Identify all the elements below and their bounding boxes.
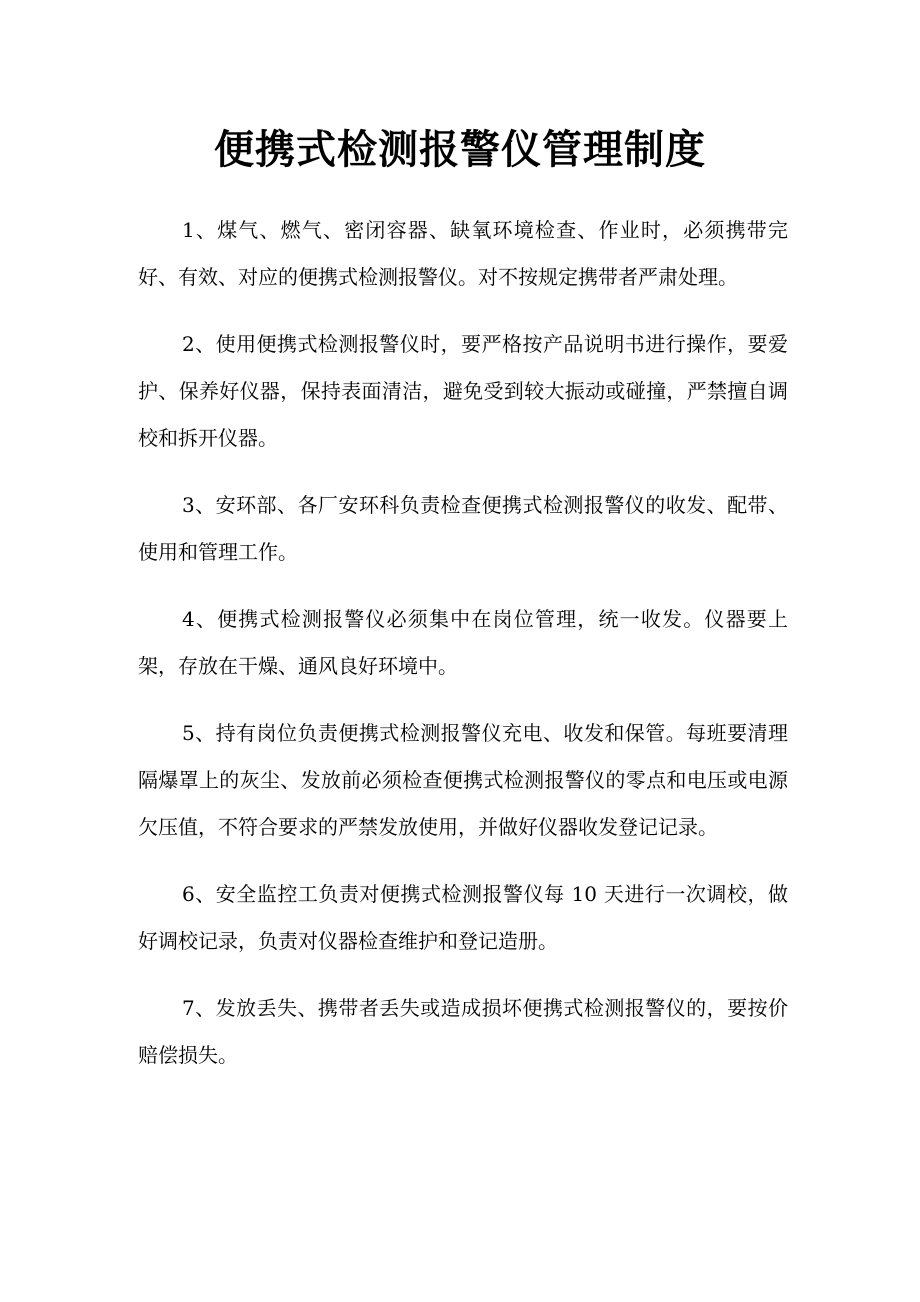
paragraph-1: 1、煤气、燃气、密闭容器、缺氧环境检查、作业时，必须携带完好、有效、对应的便携式检测报警仪。对不按规定携带者严肃处理。 xyxy=(138,218,788,289)
paragraph-6: 6、安全监控工负责对便携式检测报警仪每 10 天进行一次调校，做好调校记录，负责对仪器检查维护和登记造册。 xyxy=(138,882,788,953)
paragraph-4: 4、便携式检测报警仪必须集中在岗位管理，统一收发。仪器要上架，存放在干燥、通风良好环境中。 xyxy=(138,607,788,678)
document-title: 便携式检测报警仪管理制度 xyxy=(214,126,706,173)
paragraph-3: 3、安环部、各厂安环科负责检查便携式检测报警仪的收发、配带、使用和管理工作。 xyxy=(138,493,788,564)
paragraph-5: 5、持有岗位负责便携式检测报警仪充电、收发和保管。每班要清理隔爆罩上的灰尘、发放前必须检查便携式检测报警仪的零点和电压或电源欠压值，不符合要求的严禁发放使用，并做好仪器收发登记记录。 xyxy=(138,721,788,839)
document-body xyxy=(138,207,788,1099)
paragraph-7: 7、发放丢失、携带者丢失或造成损坏便携式检测报警仪的，要按价赔偿损失。 xyxy=(138,996,788,1067)
paragraph-2: 2、使用便携式检测报警仪时，要严格按产品说明书进行操作，要爱护、保养好仪器，保持表面清洁，避免受到较大振动或碰撞，严禁擅自调校和拆开仪器。 xyxy=(138,332,788,450)
